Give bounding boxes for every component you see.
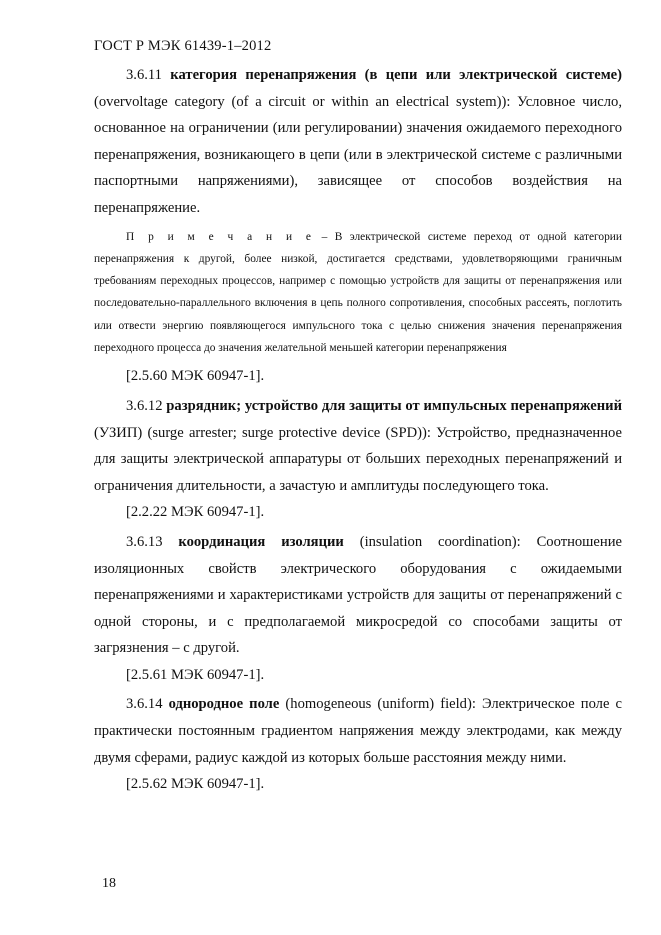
section-number: 3.6.11 — [126, 67, 162, 83]
section-term: координация изоляции — [178, 533, 344, 550]
section-number: 3.6.13 — [126, 533, 163, 550]
section-reference: [2.5.60 МЭК 60947-1]. — [126, 368, 265, 385]
section-reference: [2.5.62 МЭК 60947-1]. — [126, 776, 265, 793]
note-label: П р и м е ч а н и е — [126, 230, 315, 243]
section-note — [94, 226, 622, 360]
document-body — [94, 62, 622, 798]
section-definition: (insulation coordination): Соотношение изоляционных свойств электрического оборудования с ожидаемыми перенапряжениями и характеристиками устройств для защиты от перенапряжений с одной стороны, и с предполагаемой микросредой со способами защиты от загрязнения – с другой. — [94, 533, 622, 657]
section-3-6-11 — [94, 62, 622, 222]
document-header: ГОСТ Р МЭК 61439-1–2012 — [94, 38, 272, 54]
note-text: – В электрической системе переход от одной категории перенапряжения к другой, более низкой, достигается средствами, удовлетворяющими граничным требованиям переходных процессов, например с помощью устройств для защиты от перенапряжения или последовательно-параллельного включения в цепь полного сопротивления, способных рассеять, поглотить или отвести энергию появляющегося импульсного тока с целью снижения значения перенапряжения переходного процесса до значения желательной меньшей категории перенапряжения — [94, 230, 622, 355]
section-definition: (overvoltage category (of a circuit or within an electrical system)): Условное число, основанное на ограничении (или регулировании) значения ожидаемого переходного перенапряжения, возникающего в цепи (или в электрической системе с различными паспортными напряжениями), зависящее от способов воздействия на перенапряжение. — [94, 93, 622, 216]
section-reference: [2.2.22 МЭК 60947-1]. — [126, 504, 265, 521]
section-number: 3.6.14 — [126, 696, 163, 713]
section-reference: [2.5.61 МЭК 60947-1]. — [126, 666, 265, 683]
section-definition: (homogeneous (uniform) field): Электрическое поле с практически постоянным градиентом напряжения между электродами, как между двумя сферами, радиус каждой из которых больше расстояния между ними. — [94, 696, 622, 766]
section-3-6-14 — [94, 691, 622, 771]
page-number: 18 — [102, 876, 116, 891]
section-number: 3.6.12 — [126, 397, 163, 414]
section-term: однородное поле — [168, 696, 280, 713]
section-definition: (УЗИП) (surge arrester; surge protective device (SPD)): Устройство, предназначенное для защиты электрической аппаратуры от больших переходных перенапряжений и ограничения длительности, а зачастую и амплитуды последующего тока. — [94, 424, 622, 494]
section-term: разрядник; устройство для защиты от импульсных перенапряжений — [166, 397, 622, 414]
section-3-6-13 — [94, 529, 622, 662]
section-term: категория перенапряжения (в цепи или электрической системе) — [170, 67, 623, 83]
section-3-6-12 — [94, 393, 622, 499]
